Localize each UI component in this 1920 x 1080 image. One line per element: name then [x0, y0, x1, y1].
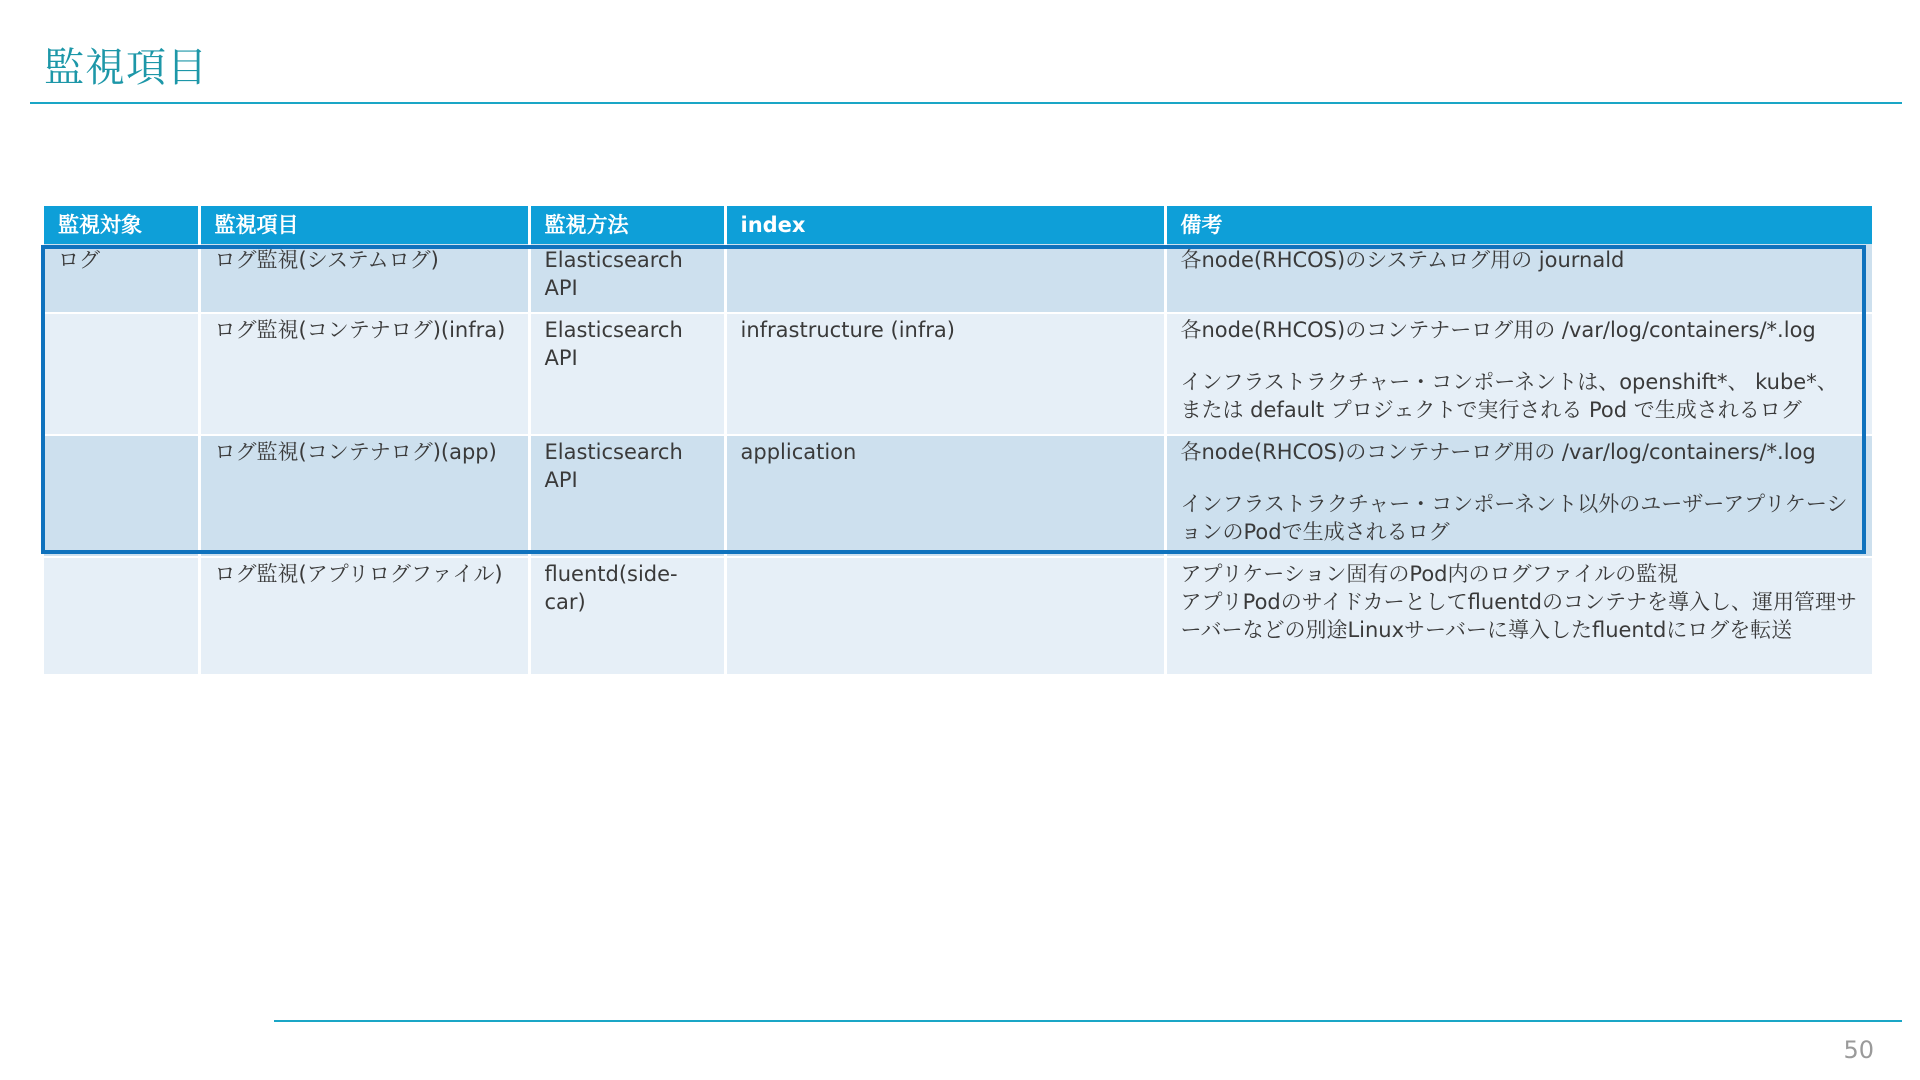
table-row: [44, 244, 1872, 313]
monitoring-table: [44, 206, 1872, 676]
cell-target: [44, 313, 199, 435]
footer-divider: [274, 1020, 1902, 1022]
note-line: アプリケーション固有のPod内のログファイルの監視: [1180, 562, 1679, 586]
cell-index: application: [725, 435, 1165, 557]
header-method: 監視方法: [529, 206, 725, 244]
cell-index: [725, 244, 1165, 313]
table-header-row: [44, 206, 1872, 244]
cell-method: Elasticsearch API: [529, 313, 725, 435]
monitoring-table-container: [44, 206, 1872, 676]
page-number: 50: [1843, 1036, 1874, 1064]
cell-target: ログ: [44, 244, 199, 313]
note-line: インフラストラクチャー・コンポーネント以外のユーザーアプリケーションのPodで生成されるログ: [1180, 492, 1848, 544]
cell-item: ログ監視(アプリログファイル): [199, 557, 529, 675]
cell-method: fluentd(side-car): [529, 557, 725, 675]
page-title: 監視項目: [44, 45, 208, 91]
header-item: 監視項目: [199, 206, 529, 244]
note-line: 各node(RHCOS)のシステムログ用の journald: [1180, 248, 1625, 272]
header-note: 備考: [1165, 206, 1872, 244]
table-row: [44, 557, 1872, 675]
table-row: [44, 313, 1872, 435]
cell-note: [1165, 313, 1872, 435]
cell-index: infrastructure (infra): [725, 313, 1165, 435]
cell-item: ログ監視(コンテナログ)(infra): [199, 313, 529, 435]
cell-item: ログ監視(コンテナログ)(app): [199, 435, 529, 557]
note-spacer: [1181, 344, 1859, 368]
title-divider: [30, 102, 1902, 104]
cell-target: [44, 435, 199, 557]
cell-target: [44, 557, 199, 675]
note-line: 各node(RHCOS)のコンテナーログ用の /var/log/containers/*.log: [1180, 318, 1816, 342]
note-line: アプリPodのサイドカーとしてfluentdのコンテナを導入し、運用管理サーバーなどの別途Linuxサーバーに導入したfluentdにログを転送: [1180, 590, 1857, 642]
header-index: index: [725, 206, 1165, 244]
cell-method: Elasticsearch API: [529, 435, 725, 557]
note-line: 各node(RHCOS)のコンテナーログ用の /var/log/containers/*.log: [1180, 440, 1816, 464]
header-target: 監視対象: [44, 206, 199, 244]
cell-note: [1165, 244, 1872, 313]
cell-note: [1165, 435, 1872, 557]
cell-item: ログ監視(システムログ): [199, 244, 529, 313]
cell-method: Elasticsearch API: [529, 244, 725, 313]
note-spacer: [1181, 466, 1859, 490]
note-line: インフラストラクチャー・コンポーネントは、openshift*、 kube*、または default プロジェクトで実行される Pod で生成されるログ: [1180, 370, 1838, 422]
cell-index: [725, 557, 1165, 675]
table-row: [44, 435, 1872, 557]
cell-note: [1165, 557, 1872, 675]
